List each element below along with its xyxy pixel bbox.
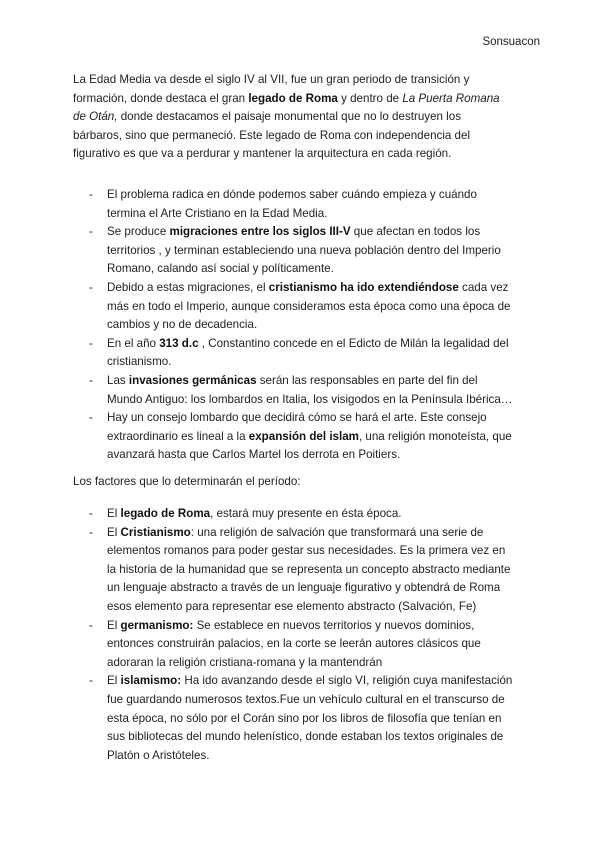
bullet-dash: - xyxy=(89,280,93,294)
item-bold: legado de Roma xyxy=(120,507,211,520)
bullet-dash: - xyxy=(89,525,93,539)
list-item xyxy=(73,505,513,524)
intro-text-3: donde destacamos el paisaje monumental que no lo destruyen los bárbaros, sino que permaneció. Este legado de Roma con independencia del figurativo es que va a perdurar y mantener la arquitectura en cada región. xyxy=(73,110,471,161)
bullet-dash: - xyxy=(89,411,93,425)
list-item xyxy=(73,186,513,223)
item-text: : una religión de salvación que transformará una serie de elementos romanos para poder gestar sus necesidades. Es la primera vez en la historia de la humanidad que se representa un concepto abstracto mediante un lenguaje abstracto a través de un lenguaje figurativo y obtendrá de Roma esos elemento para representar ese elemento abstracto (Salvación, Fe) xyxy=(107,525,511,613)
bullet-dash: - xyxy=(89,373,93,387)
item-text: El xyxy=(107,618,121,632)
item-bold: islamismo: xyxy=(120,674,182,688)
item-text: cada vez más en todo el Imperio, aunque consideramos esta época como una época de cambios y no de decadencia. xyxy=(107,280,511,332)
list-item xyxy=(73,335,513,372)
intro-paragraph xyxy=(73,71,513,164)
list-item xyxy=(73,524,513,617)
bullet-dash: - xyxy=(89,188,93,201)
factors-heading: Los factores que lo determinarán el período: xyxy=(73,475,301,488)
list-item xyxy=(73,372,513,409)
list-item xyxy=(73,279,513,335)
item-text: Las xyxy=(107,373,129,387)
context-list xyxy=(73,186,513,465)
item-text: , Constantino concede en el Edicto de Milán la legalidad del cristianismo. xyxy=(107,336,509,369)
item-text: que afectan en todos los territorios , y terminan estableciendo una nueva población dentro del Imperio Romano, calando así social y políticamente. xyxy=(107,225,501,276)
item-text: Se produce xyxy=(107,225,170,239)
item-text: El xyxy=(107,507,121,520)
item-text: El xyxy=(107,674,121,688)
bullet-dash: - xyxy=(89,336,93,350)
bullet-dash: - xyxy=(89,618,93,632)
item-bold: invasiones germánicas xyxy=(128,373,257,387)
list-item xyxy=(73,672,513,765)
factors-list xyxy=(73,505,513,765)
intro-text-1: La Edad Media va desde el siglo IV al VII, fue un gran periodo de transición y formación, donde destaca el gran xyxy=(73,73,470,105)
item-text: El problema radica en dónde podemos saber cuándo empieza y cuándo termina el Arte Cristiano en la Edad Media. xyxy=(107,188,477,220)
item-bold: migraciones entre los siglos III-V xyxy=(169,225,351,239)
item-bold: germanismo: xyxy=(120,618,194,632)
document-author: Sonsuacon xyxy=(482,36,540,48)
bullet-dash: - xyxy=(89,674,93,688)
item-text: El xyxy=(107,525,121,539)
item-text: serán las responsables en parte del fin del Mundo Antiguo: los lombardos en Italia, los visigodos en la Península Ibérica… xyxy=(107,373,513,406)
item-text: , una religión monoteísta, que avanzará hasta que Carlos Martel los derrota en Poitiers. xyxy=(107,429,512,462)
intro-italic-puerta: La Puerta Romana de Otán, xyxy=(73,91,500,124)
list-item xyxy=(73,617,513,673)
list-item xyxy=(73,409,513,465)
item-bold: expansión del islam xyxy=(248,429,359,443)
item-text: , estará muy presente en ésta época. xyxy=(210,507,402,520)
item-text: Debido a estas migraciones, el xyxy=(107,280,269,294)
bullet-dash: - xyxy=(89,507,93,520)
item-bold: Cristianismo xyxy=(120,525,191,539)
list-item xyxy=(73,223,513,279)
item-text: Hay un consejo lombardo que decidirá cómo se hará el arte. Este consejo extraordinario es lineal a la xyxy=(107,411,487,443)
item-bold: 313 d.c xyxy=(159,336,199,350)
item-text: En el año xyxy=(107,336,160,350)
intro-text-2: y dentro de xyxy=(337,91,403,105)
item-text: Ha ido avanzando desde el siglo VI, religión cuya manifestación fue guardando numerosos textos.Fue un vehículo cultural en el transcurso de esta época, no sólo por el Corán sino por los libros de filosofía que tenían en sus bibliotecas del mundo helenístico, donde estaban los textos originales de Platón o Aristóteles. xyxy=(107,674,513,762)
item-bold: cristianismo ha ido extendiéndose xyxy=(268,280,459,294)
intro-bold-legado: legado de Roma xyxy=(248,91,338,105)
bullet-dash: - xyxy=(89,225,93,239)
item-text: Se establece en nuevos territorios y nuevos dominios, entonces construirán palacios, en la corte se leerán autores clásicos que adoraran la religión cristiana-romana y la mantendrán xyxy=(107,618,481,669)
